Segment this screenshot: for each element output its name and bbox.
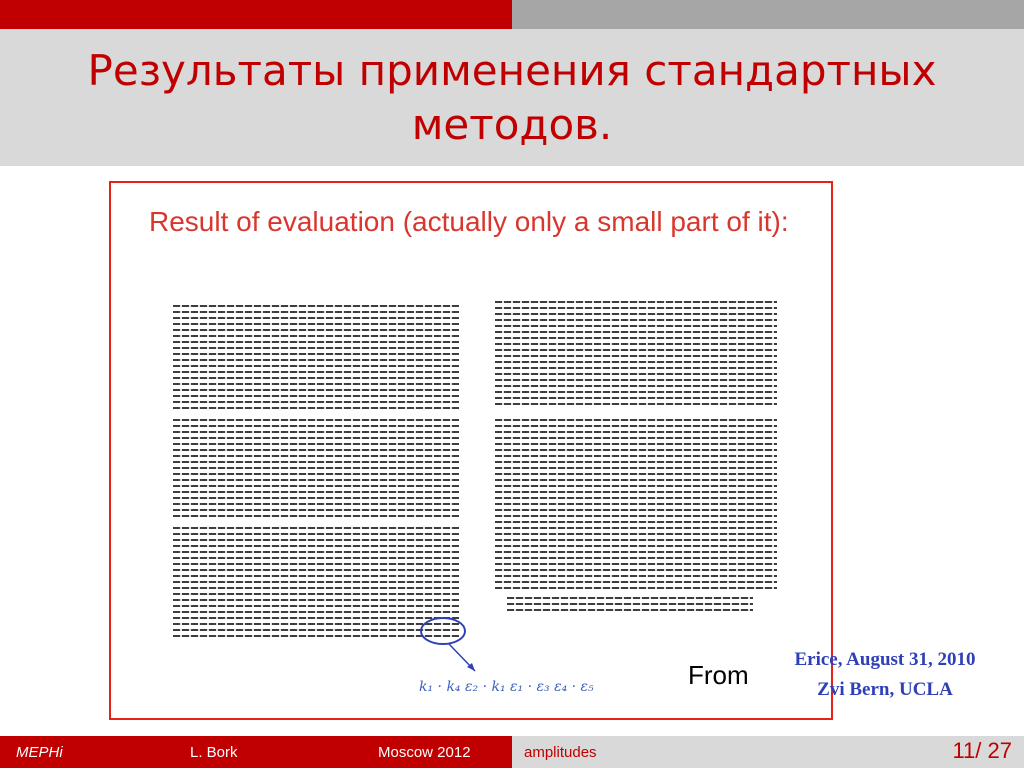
footer-author: L. Bork — [190, 744, 238, 761]
expression-block-right-3 — [507, 597, 753, 611]
expression-block-left-1 — [173, 305, 459, 409]
figure-caption: Result of evaluation (actually only a small part of it): — [149, 206, 789, 237]
footer-organization: MEPHi — [16, 744, 63, 761]
footer-event: Moscow 2012 — [378, 744, 471, 761]
expression-block-right-1 — [495, 301, 777, 407]
source-credit — [770, 645, 1000, 705]
evaluation-result-figure — [109, 181, 833, 720]
source-credit-line-1: Erice, August 31, 2010 — [794, 649, 976, 670]
top-accent-bar-red — [0, 0, 512, 29]
top-accent-bar-gray — [512, 0, 1024, 29]
highlight-annotation — [411, 613, 491, 683]
highlighted-term-formula: k₁ · k₄ ε₂ · k₁ ε₁ · ε₃ ε₄ · ε₅ — [419, 679, 594, 695]
page-number: 11/ 27 — [952, 738, 1012, 763]
source-credit-line-2: Zvi Bern, UCLA — [817, 679, 953, 700]
from-label: From — [688, 660, 749, 690]
footer-topic: amplitudes — [524, 744, 597, 761]
expression-block-right-2 — [495, 419, 777, 591]
highlight-ellipse — [421, 618, 465, 644]
slide-title: Результаты применения стандартных методов. — [87, 45, 937, 149]
expression-block-left-2 — [173, 419, 459, 521]
title-band — [0, 29, 1024, 166]
